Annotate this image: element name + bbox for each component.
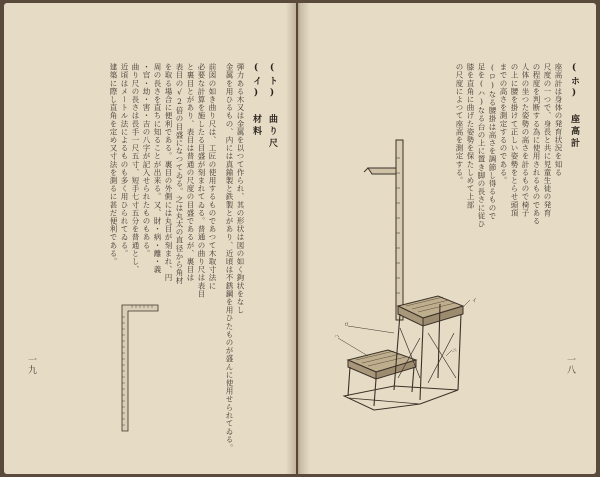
- paragraph-line: の尺度によつて座高を測定する。: [455, 63, 464, 185]
- paragraph-line: 必要な計算を施したる目盛が刻まれてゐる。普通の曲り尺は表目: [197, 63, 206, 298]
- paragraph-line: 近頃はメートル法によるものも多く用ひられてゐる。: [120, 63, 129, 258]
- left-page: [4, 3, 296, 474]
- sitting-height-meter-figure: [328, 128, 478, 413]
- paragraph-line: 前図の如き曲り尺は、工匠の使用するものであつて木取寸法に: [208, 63, 217, 290]
- label-footrest: ハ: [334, 334, 340, 340]
- paragraph-line: 弾力ある木又は金属を以つて作られ、其の形状は図の如く鉤状をなし: [236, 63, 245, 315]
- section-heading-sitting-height: (ホ) 座高計: [569, 63, 579, 150]
- paragraph-line: の程度を判断する為に使用されるものである: [532, 63, 541, 225]
- paragraph-line: 足を(ハ)なる台の上に置き脚の長さに従ひ: [477, 63, 486, 228]
- paragraph-line: 人体の坐つた姿勢の高さを計るもので椅子: [521, 63, 530, 217]
- label-measuring-rod: イ: [472, 298, 478, 304]
- paragraph-line: の上に腰を掛けて正しい姿勢をとらせ頭頂: [510, 63, 519, 217]
- paragraph-line: ・官・劫・害・吉の八字が記入せられたものもある。: [142, 63, 151, 258]
- section-heading-square: (ト) 曲り尺: [267, 63, 277, 150]
- paragraph-line: (ロ)なる腰掛は高さを調節し得るもので: [488, 63, 497, 220]
- paragraph-line: 周の長さを直ちに知ることが出来る。又、財・病・離・義: [153, 63, 162, 274]
- label-seat: ロ: [344, 322, 350, 328]
- label-frame: ニ: [452, 348, 458, 354]
- paragraph-line: 尺度の一つで、身長と共に児童生徒の発育: [543, 63, 552, 217]
- head-slider: [368, 168, 396, 174]
- page-number: 一八: [565, 355, 575, 375]
- subsection-heading-material: (イ) 材料: [251, 63, 261, 138]
- slider-tip: [364, 168, 368, 172]
- paragraph-line: 曲り尺の長さは長手一尺五寸、短手七寸五分を普通とし、: [131, 63, 140, 274]
- paragraph-line: を取る場合に便利である。裏目の外側には丸目が刻まれ、円: [164, 63, 173, 282]
- paragraph-line: と裏目とがあり、表目は普通の尺度の目盛であるが、裏目は: [186, 63, 195, 282]
- base-frame: [344, 386, 458, 410]
- carpenters-square-figure: [120, 303, 160, 433]
- page-number: 一九: [26, 355, 36, 375]
- paragraph-line: 金属を用ひるもの、内には真鍮製と鉄製とがあり、近頃は不銹鋼を用ひたものが盛んに使用せられてゐる。: [225, 63, 234, 452]
- paragraph-line: 建築に際し直角を定め又寸法を測るに甚だ便利である。: [109, 63, 118, 266]
- right-page: [298, 3, 596, 474]
- paragraph-line: までの高さを測定するのである。: [499, 63, 508, 185]
- paragraph-line: 膝を直角に曲げた姿勢を保たしめて上部: [466, 63, 475, 209]
- paragraph-line: 表目の√2倍の目盛になつてゐる。之は丸太の直径から角材: [175, 63, 184, 285]
- paragraph-line: 座高計は身体の発育状況を知る: [554, 63, 563, 177]
- square-body: [122, 305, 158, 431]
